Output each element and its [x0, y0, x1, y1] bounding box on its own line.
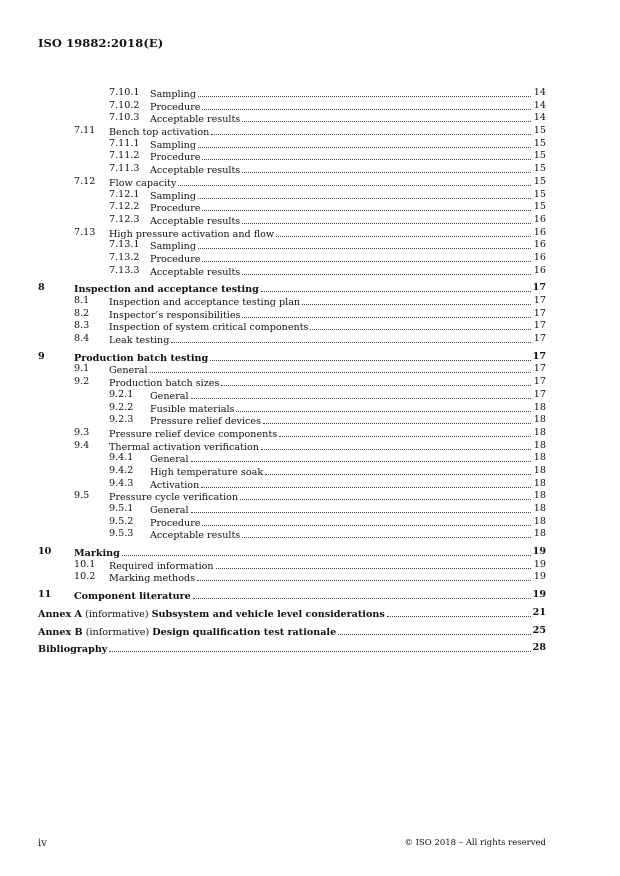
toc-entry-number: 7.12.2	[109, 201, 140, 213]
toc-entry[interactable]	[38, 503, 546, 516]
toc-entry-title: Flow capacity	[109, 177, 177, 189]
toc-entry-title: Procedure	[150, 517, 201, 529]
dot-leader	[242, 214, 531, 224]
toc-entry-number: 9.2.1	[109, 388, 134, 400]
toc-entry-page: 15	[533, 163, 546, 175]
dot-leader	[261, 440, 531, 450]
annex-informative-label: (informative)	[85, 608, 149, 620]
toc-entry-page: 15	[533, 137, 546, 149]
toc-entry[interactable]	[38, 265, 546, 278]
toc-entry-page: 17	[533, 363, 546, 375]
toc-entry-page: 15	[533, 175, 546, 187]
toc-entry-page: 28	[532, 642, 546, 654]
toc-entry-page: 17	[533, 307, 546, 319]
toc-entry-page: 19	[533, 571, 546, 583]
toc-entry-page: 15	[533, 201, 546, 213]
toc-entry-page: 21	[532, 606, 546, 618]
toc-entry-title: Acceptable results	[150, 114, 241, 126]
toc-entry[interactable]	[38, 546, 546, 559]
annex-title: Design qualification test rationale	[152, 626, 337, 638]
toc-entry-page: 18	[533, 528, 546, 540]
toc-entry-number: 8.1	[74, 295, 90, 306]
toc-entry-page: 14	[533, 87, 546, 98]
toc-entry-page: 14	[533, 99, 546, 111]
toc-entry-page: 16	[533, 226, 546, 238]
annex-informative-label: (informative)	[85, 626, 150, 638]
toc-entry-title: Inspection and acceptance testing	[74, 284, 259, 296]
toc-entry[interactable]	[38, 642, 546, 655]
dot-leader	[236, 402, 531, 412]
dot-leader	[210, 351, 531, 361]
toc-entry-page: 17	[532, 282, 546, 294]
copyright-notice: © ISO 2018 – All rights reserved	[404, 838, 546, 848]
toc-entry[interactable]	[38, 150, 546, 163]
dot-leader	[201, 478, 531, 488]
toc-entry-title: Acceptable results	[150, 266, 241, 278]
toc-entry-number: 9.2.3	[109, 414, 134, 426]
toc-entry[interactable]	[38, 125, 546, 138]
dot-leader	[216, 559, 531, 569]
toc-entry-number: 9.4.3	[109, 477, 134, 489]
dot-leader	[193, 589, 531, 599]
toc-entry-title: Pressure relief device components	[109, 428, 278, 440]
toc-entry[interactable]	[38, 176, 546, 189]
toc-entry-page: 18	[533, 490, 546, 502]
dot-leader	[240, 490, 531, 500]
dot-leader	[198, 239, 531, 249]
toc-entry[interactable]	[38, 389, 546, 402]
dot-leader	[242, 528, 531, 538]
toc-entry-number: 7.10.1	[109, 87, 140, 98]
toc-entry-title: Sampling	[150, 89, 196, 100]
dot-leader	[150, 363, 531, 373]
dot-leader	[191, 503, 531, 513]
toc-entry-number: 7.13.2	[109, 251, 140, 263]
toc-entry-number: 7.10.3	[109, 112, 140, 124]
toc-entry-page: 18	[533, 439, 546, 451]
toc-entry-title: Sampling	[150, 139, 196, 151]
toc-entry-page: 17	[533, 333, 546, 345]
dot-leader	[202, 201, 531, 211]
document-id-header: ISO 19882:2018(E)	[38, 36, 164, 50]
toc-entry[interactable]	[38, 100, 546, 113]
toc-entry-title: Procedure	[150, 203, 201, 215]
toc-entry-number: 7.11.1	[109, 137, 140, 149]
toc-entry-title: Procedure	[150, 101, 201, 113]
toc-entry-title: Production batch sizes	[109, 378, 220, 390]
toc-entry-number: 9.5.2	[109, 515, 134, 527]
toc-entry[interactable]	[38, 163, 546, 176]
toc-entry-title: General	[109, 365, 148, 377]
annex-title: Subsystem and vehicle level considerations	[151, 608, 385, 620]
toc-entry-number: 7.11.2	[109, 150, 140, 162]
toc-entry-title: Activation	[150, 479, 200, 491]
dot-leader	[197, 571, 531, 581]
toc-entry-title: Inspector’s responsibilities	[109, 309, 241, 321]
toc-entry-page: 16	[533, 213, 546, 225]
toc-entry-page: 18	[533, 426, 546, 438]
toc-entry-number: 7.12.1	[109, 188, 140, 200]
toc-entry-title: Acceptable results	[150, 165, 241, 177]
toc-entry-number: 8	[38, 282, 45, 294]
toc-entry[interactable]	[38, 452, 546, 465]
toc-entry-title: Sampling	[150, 241, 196, 253]
toc-entry[interactable]	[38, 308, 546, 321]
toc-entry-page: 17	[533, 295, 546, 306]
toc-entry-number: 8.2	[74, 307, 90, 319]
toc-entry-page: 18	[533, 464, 546, 476]
toc-entry-number: 9.4.2	[109, 464, 134, 476]
dot-leader	[191, 389, 531, 399]
toc-entry-title: Acceptable results	[150, 215, 241, 227]
dot-leader	[191, 452, 531, 462]
toc-entry-title: Marking	[74, 548, 120, 560]
toc-entry-title: General	[150, 505, 189, 516]
toc-entry[interactable]	[38, 214, 546, 227]
toc-entry-page: 18	[533, 515, 546, 527]
toc-entry-page: 15	[533, 188, 546, 200]
dot-leader	[263, 414, 531, 424]
dot-leader	[242, 112, 531, 122]
toc-entry-page: 18	[533, 414, 546, 426]
toc-entry-title: Procedure	[150, 152, 201, 164]
dot-leader	[387, 607, 531, 617]
toc-entry[interactable]	[38, 138, 546, 151]
dot-leader	[338, 625, 531, 635]
toc-entry-number: 8.4	[74, 333, 90, 345]
toc-entry-page: 14	[533, 112, 546, 124]
toc-entry[interactable]	[38, 440, 546, 453]
toc-entry-page: 17	[533, 320, 546, 332]
toc-entry-page: 15	[533, 150, 546, 162]
dot-leader	[265, 465, 531, 475]
toc-entry-title: General	[150, 390, 189, 402]
toc-entry-number: 9.5.1	[109, 503, 134, 514]
toc-entry-title: Thermal activation verification	[109, 441, 259, 453]
toc-entry-page: 19	[533, 558, 546, 570]
toc-entry-title: Pressure relief devices	[150, 416, 262, 428]
dot-leader	[202, 252, 531, 262]
dot-leader	[202, 516, 531, 526]
toc-entry-number: 7.11.3	[109, 163, 140, 175]
toc-entry[interactable]	[38, 363, 546, 376]
toc-entry-page: 18	[533, 452, 546, 464]
annex-label: Annex B	[38, 626, 83, 638]
toc-entry-title: Procedure	[150, 253, 201, 265]
dot-leader	[310, 320, 531, 330]
toc-entry-title: Production batch testing	[74, 352, 209, 364]
dot-leader	[122, 546, 531, 556]
toc-entry[interactable]	[38, 87, 546, 100]
dot-leader	[178, 176, 531, 186]
dot-leader	[198, 189, 531, 199]
dot-leader	[261, 282, 531, 292]
table-of-contents	[38, 87, 546, 655]
toc-entry-page: 17	[532, 350, 546, 362]
toc-entry-title	[38, 644, 108, 657]
toc-entry-title: Inspection and acceptance testing plan	[109, 297, 301, 308]
toc-entry-title: Leak testing	[109, 335, 170, 347]
toc-entry-number: 10	[38, 546, 52, 558]
toc-entry[interactable]	[38, 478, 546, 491]
toc-entry[interactable]	[38, 201, 546, 214]
toc-entry-number: 9.5.3	[109, 528, 134, 540]
toc-entry-title: High temperature soak	[150, 466, 264, 478]
toc-entry-page: 15	[533, 125, 546, 137]
toc-entry[interactable]	[38, 376, 546, 389]
toc-entry-number: 11	[38, 589, 52, 601]
toc-entry-page: 19	[532, 589, 546, 601]
dot-leader	[198, 138, 531, 148]
dot-leader	[171, 333, 531, 343]
toc-entry[interactable]	[38, 427, 546, 440]
toc-entry[interactable]	[38, 252, 546, 265]
dot-leader	[109, 642, 531, 652]
toc-entry-number: 9.2.2	[109, 401, 134, 413]
toc-entry-title: Fusible materials	[150, 403, 235, 415]
toc-entry-title: Component literature	[74, 591, 191, 603]
toc-entry[interactable]	[38, 112, 546, 125]
toc-entry-number: 9.4	[74, 439, 90, 451]
toc-entry-number: 7.12	[74, 175, 96, 187]
toc-entry-number: 7.13	[74, 226, 96, 238]
toc-entry-page: 25	[532, 624, 546, 636]
dot-leader	[221, 376, 531, 386]
toc-entry-page: 18	[533, 503, 546, 514]
toc-entry[interactable]	[38, 625, 546, 638]
toc-entry-page: 16	[533, 239, 546, 251]
toc-entry-number: 9	[38, 350, 45, 362]
toc-entry-page: 17	[533, 388, 546, 400]
toc-entry-page: 19	[532, 546, 546, 558]
annex-label: Annex A	[38, 608, 83, 620]
toc-entry-number: 7.13.3	[109, 264, 140, 276]
toc-entry-number: 7.13.1	[109, 239, 140, 251]
toc-entry[interactable]	[38, 189, 546, 202]
toc-entry-number: 9.5	[74, 490, 90, 502]
dot-leader	[242, 265, 531, 275]
toc-entry-number: 10.2	[74, 571, 96, 583]
toc-entry[interactable]	[38, 282, 546, 295]
toc-entry[interactable]	[38, 516, 546, 529]
toc-entry-page: 17	[533, 376, 546, 388]
toc-entry[interactable]	[38, 589, 546, 602]
toc-entry[interactable]	[38, 571, 546, 584]
toc-entry-number: 9.3	[74, 426, 90, 438]
toc-entry-title: General	[150, 454, 189, 466]
toc-entry[interactable]	[38, 607, 546, 620]
toc-entry[interactable]	[38, 239, 546, 252]
toc-entry-title: High pressure activation and flow	[109, 228, 275, 240]
toc-entry[interactable]	[38, 490, 546, 503]
toc-entry-number: 9.1	[74, 363, 90, 375]
dot-leader	[276, 227, 531, 237]
toc-entry[interactable]	[38, 559, 546, 572]
toc-entry[interactable]	[38, 402, 546, 415]
toc-entry[interactable]	[38, 333, 546, 346]
dot-leader	[242, 163, 531, 173]
toc-entry[interactable]	[38, 320, 546, 333]
toc-entry-title	[38, 627, 337, 640]
toc-entry[interactable]	[38, 414, 546, 427]
toc-entry-page: 16	[533, 251, 546, 263]
toc-entry-title: Sampling	[150, 190, 196, 202]
dot-leader	[198, 87, 531, 97]
toc-entry-number: 9.4.1	[109, 452, 134, 464]
dot-leader	[211, 125, 531, 135]
toc-entry[interactable]	[38, 295, 546, 308]
toc-entry-title: Inspection of system critical components	[109, 322, 309, 334]
toc-entry-title: Required information	[109, 560, 214, 572]
annex-title: Bibliography	[38, 644, 108, 656]
toc-entry-number: 7.11	[74, 125, 96, 137]
toc-entry-title: Marking methods	[109, 573, 196, 585]
toc-entry[interactable]	[38, 465, 546, 478]
toc-entry-title: Bench top activation	[109, 127, 210, 139]
dot-leader	[302, 295, 531, 305]
toc-entry-number: 7.12.3	[109, 213, 140, 225]
toc-entry-number: 7.10.2	[109, 99, 140, 111]
dot-leader	[279, 427, 531, 437]
toc-entry-title: Acceptable results	[150, 530, 241, 542]
toc-entry-title	[38, 609, 386, 622]
toc-entry-title: Pressure cycle verification	[109, 492, 239, 504]
dot-leader	[242, 308, 531, 318]
toc-entry-page: 18	[533, 477, 546, 489]
toc-entry[interactable]	[38, 528, 546, 541]
toc-entry-number: 10.1	[74, 558, 96, 570]
dot-leader	[202, 100, 531, 110]
toc-entry[interactable]	[38, 227, 546, 240]
page-number: iv	[38, 838, 47, 849]
toc-entry-number: 8.3	[74, 320, 90, 332]
toc-entry-page: 16	[533, 264, 546, 276]
dot-leader	[202, 150, 531, 160]
toc-entry-number: 9.2	[74, 376, 90, 388]
toc-entry-page: 18	[533, 401, 546, 413]
toc-entry[interactable]	[38, 351, 546, 364]
